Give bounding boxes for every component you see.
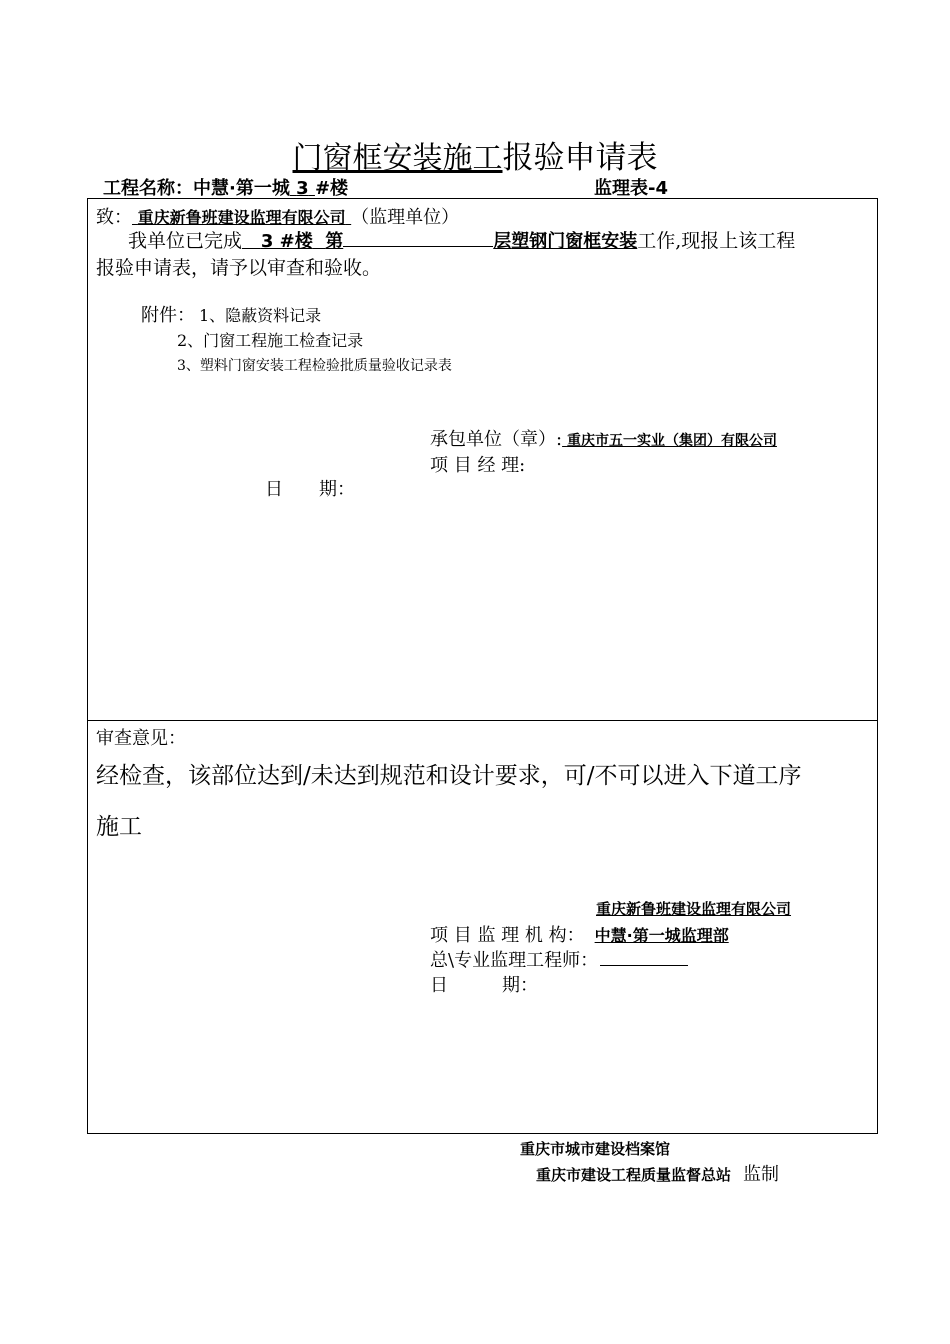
supervisor-company: 重庆新鲁班建设监理有限公司 [596, 900, 792, 918]
supervision-unit: 重庆新鲁班建设监理有限公司 [137, 208, 346, 227]
project-label: 工程名称： [103, 178, 193, 199]
contractor-name: 重庆市五一实业（集团）有限公司 [566, 433, 777, 449]
completed-tail: 工作,现报上该工程 [637, 230, 796, 252]
org-name: 中慧·第一城监理部 [594, 926, 729, 945]
footer-supervision: 重庆市建设工程质量监督总站 监制 [536, 1164, 780, 1185]
date-label: 日 期： [265, 479, 355, 500]
supervision-org-line [430, 921, 729, 947]
attachment-item: 3、塑料门窗安装工程检验批质量验收记录表 [177, 358, 452, 374]
review-text-line2: 施工 [96, 814, 142, 840]
attachment-item: 1、隐蔽资料记录 [199, 306, 322, 325]
org-label: 项 目 监 理 机 构： [430, 925, 585, 946]
footer-archive: 重庆市城市建设档案馆 [520, 1140, 671, 1158]
attachments-label: 附件： [141, 305, 195, 326]
completed-prefix: 我单位已完成 [128, 230, 243, 252]
completed-building: 3 #楼 第 层塑钢门窗框安装 [260, 231, 638, 252]
building-suffix: #楼 [314, 178, 349, 199]
completion-line2: 报验申请表，请予以审查和验收。 [96, 257, 382, 279]
project-name: 中慧·第一城 [193, 178, 290, 199]
review-label: 审查意见： [96, 728, 186, 749]
to-suffix: （监理单位） [351, 207, 460, 228]
completion-line [128, 226, 795, 253]
review-text-line1: 经检查，该部位达到/未达到规范和设计要求，可/不可以进入下道工序 [96, 763, 802, 789]
title-part1: 门窗框安装施工 [292, 141, 503, 176]
title-part2: 报验申请表 [502, 140, 658, 176]
supervision-date-label: 日 期： [430, 975, 538, 996]
form-code: 监理表-4 [594, 178, 668, 199]
engineer-signature-blank [600, 964, 688, 966]
engineer-label: 总\专业监理工程师： [430, 950, 599, 971]
attachments-line [141, 301, 321, 327]
project-name-line [103, 174, 348, 200]
contractor-label: 承包单位（章） [430, 429, 556, 450]
engineer-line [430, 946, 688, 972]
section-divider [87, 720, 878, 721]
building-number: 3 [296, 178, 309, 199]
contractor-colon: : [556, 429, 563, 450]
to-label: 致： [96, 207, 132, 228]
contractor-line [430, 425, 777, 451]
attachment-item: 2、门窗工程施工检查记录 [177, 331, 364, 350]
project-manager-label: 项 目 经 理: [430, 455, 526, 476]
page-title [0, 132, 950, 177]
